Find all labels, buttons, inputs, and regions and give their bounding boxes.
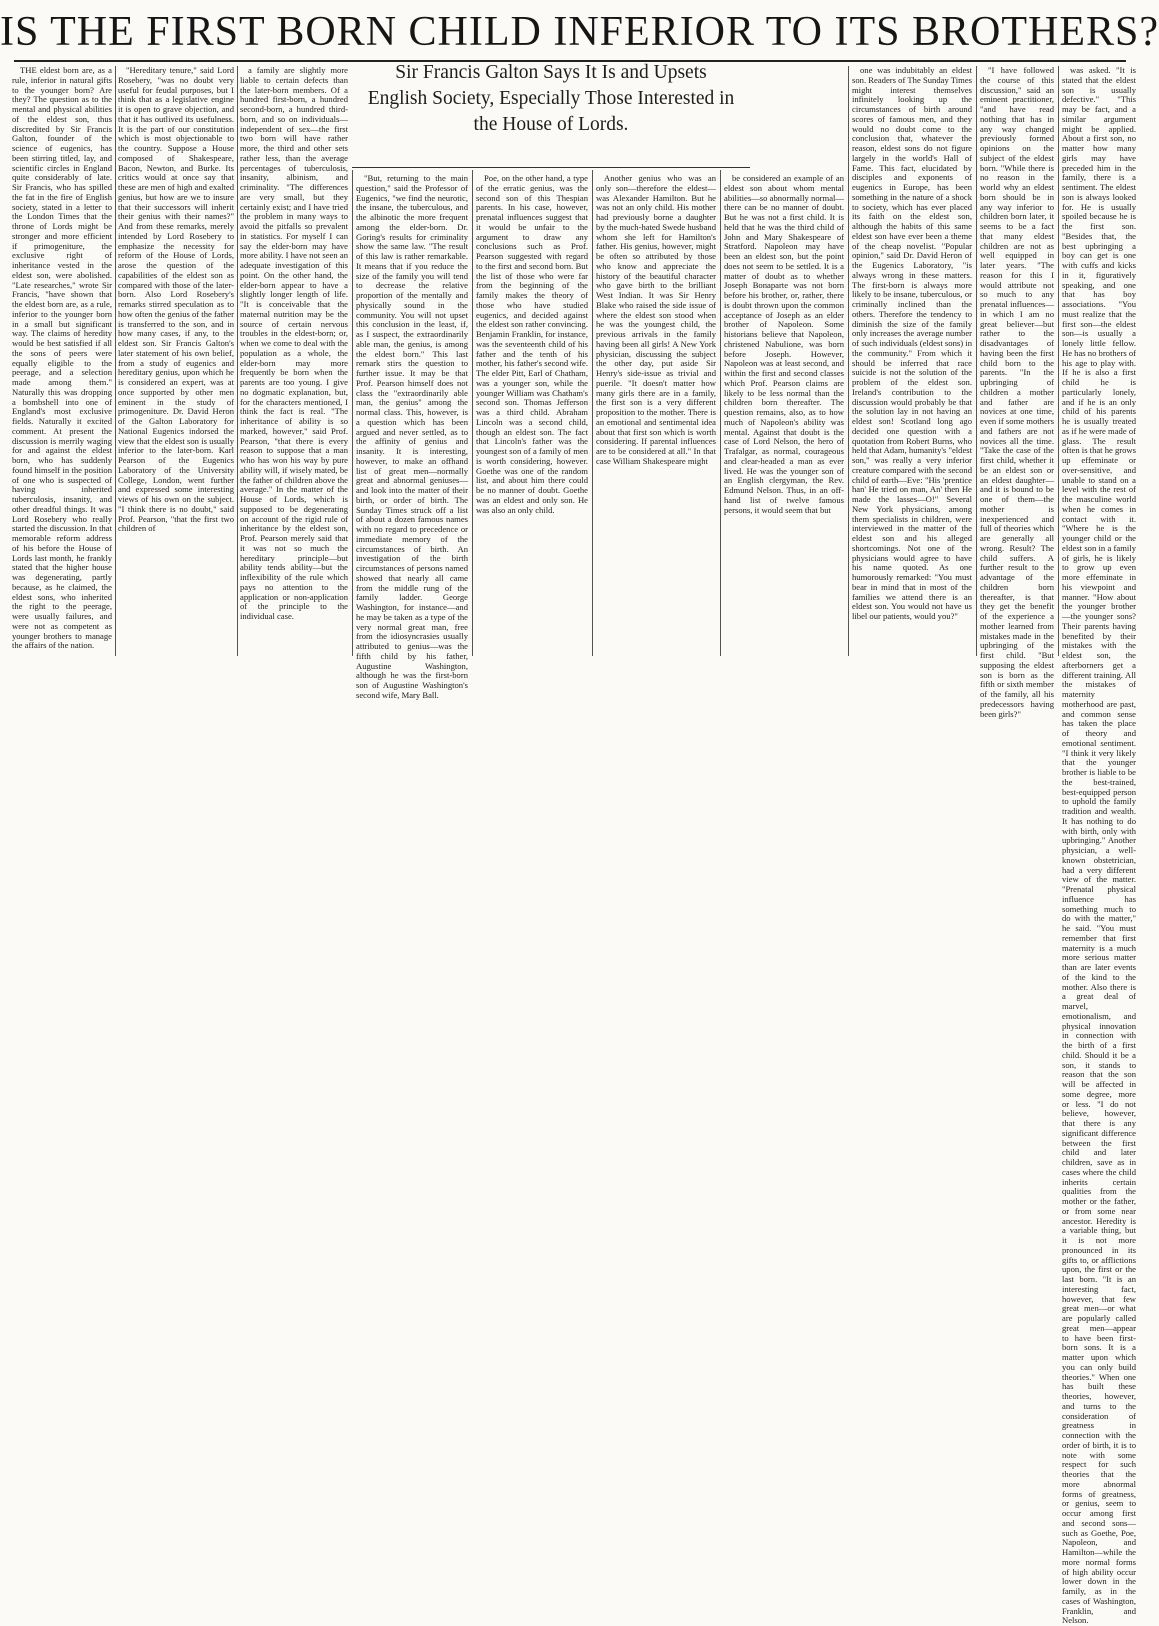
- column-text: a family are slightly more liable to certain defects than the later-born members. Of a hundred first-born, a hundred second-born, a hundred third-born, and so on individuals—independent of sex—the first two born will have rather more, the third and other sets rather less, than the average percentages of tuberculosis, insanity, albinism, and criminality. "The differences are very small, but they certainly exist; and I have tried the problem in many ways to avoid the pitfalls so prevalent in statistics. For myself I can say the elder-born may have more ability. I have not seen an adequate investigation of this point. On the other hand, the elder-born appear to have a slightly longer length of life. "It is conceivable that the maternal nutrition may be the source of certain nervous troubles in the eldest-born; or, when we come to deal with the population as a whole, the elder-born may more frequently be born when the parents are too young. I give no dogmatic explanation, but, for the characters mentioned, I think the fact is real. "The inheritance of ability is so marked, however," said Prof. Pearson, "that there is every reason to suppose that a man who has won his way by pure ability will, if wisely mated, be the father of children above the average." In the matter of the House of Lords, which is supposed to be degenerating on account of the rigid rule of inheritance by the eldest son, Prof. Pearson merely said that it was not so much the hereditary principle—but ability tends ability—but the inflexibility of the rule which pays no attention to the application or non-application of the principle to the individual case.: [240, 65, 348, 621]
- column-text: one was indubitably an eldest son. Readers of The Sunday Times might interest themselves infinitely looking up the circumstances of birth around scores of famous men, and they would no doubt come to the conclusion that, whatever the reason, eldest sons do not figure largely in the world's Hall of Fame. This fact, elucidated by disciples and exponents of eugenics in Europe, has been something in the nature of a shock to society, which has ever placed its faith on the eldest son, although the habits of this same eldest son have ever been a theme of the cheap novelist. "Popular opinion," said Dr. David Heron of the Eugenics Laboratory, "is always wrong in these matters. The first-born is always more likely to be insane, tuberculous, or criminally inclined than the others. Therefore the tendency to diminish the size of the family only increases the average number of such individuals (eldest sons) in the community." From which it should be inferred that race suicide is not the solution of the problem of the eldest son. Ireland's contribution to the discussion would probably be that the solution lay in not having an eldest son! Scotland long ago decided one question with a quotation from Robert Burns, who held that Adam, humanity's "eldest son," was really a very inferior creature compared with the second child of earth—Eve: "His 'prentice han' He tried on man, An' then He made the lasses—O!" Several New York physicians, among them specialists in children, were interviewed in the matter of the eldest son and his alleged shortcomings. Not one of the physicians would agree to have his name quoted. As one humorously remarked: "You must bear in mind that in most of the families we attend there is an eldest son. You would not have us libel our patients, would you?": [852, 65, 972, 621]
- column-divider: [237, 66, 238, 656]
- column-text: "But, returning to the main question," said the Professor of Eugenics, "we find the neurotic, the insane, the tuberculous, and the albinotic the more frequent among the elder-born. Dr. Goring's results for criminality show the same law. "The result of this law is rather remarkable. It means that if you reduce the size of the family you will tend to decrease the relative proportion of the mentally and physically sound in the community. You will not upset this conclusion in the least, if, as I suspect, the extraordinarily able man, the genius, is among the eldest born." This last remark stirs the question to further issue. It may be that Prof. Pearson himself does not class the "extraordinarily able man, the genius" among the normal class. This, however, is a question which has been argued and never settled, as to the affinity of genius and insanity. It is interesting, however, to make an offhand list of great men—normally great and abnormal geniuses—and look into the matter of their birth, or order of birth. The Sunday Times struck off a list of about a dozen famous names with no regard to precedence or immediate memory of the circumstances of birth. An investigation of the birth circumstances of persons named showed that nearly all came from the middle rung of the family ladder. George Washington, for instance—and he may be taken as a type of the very normal great man, free from the idiosyncrasies usually attributed to genius—was the fifth child by his father, Augustine Washington, although he was the first-born son of Augustine Washington's second wife, Mary Ball.: [356, 173, 468, 700]
- article-column-3: [240, 66, 348, 656]
- headline: IS THE FIRST BORN CHILD INFERIOR TO ITS BROTHERS?: [0, 9, 1159, 55]
- column-divider: [592, 170, 593, 656]
- column-divider: [848, 66, 849, 656]
- column-divider: [352, 170, 353, 656]
- article-column-8: [852, 66, 972, 656]
- column-divider: [472, 170, 473, 656]
- article-column-10: [1062, 65, 1136, 1626]
- article-column-5: [476, 174, 588, 656]
- column-text: "I have followed the course of this discussion," said an eminent practitioner, "and have read nothing that has in any way changed previously formed opinions on the subject of the eldest born. "While there is no reason in the world why an eldest born should be in any way inferior to children born later, it seems to be a fact that many eldest children are not as well equipped in later years. "The reason for this I would attribute not so much to any prenatal influences—in which I am no great believer—but rather to the disadvantages of having been the first child born to the parents. "In the upbringing of children a mother and father are novices at one time, even if some mothers and fathers are not novices all the time. "Take the case of the first child, whether it be an eldest son or an eldest daughter—and it is bound to be one of them—the mother is inexperienced and full of theories which are generally all wrong. Result? The child suffers. A further result to the advantage of the children born thereafter, is that they get the benefit of the experience a mother learned from mistakes made in the upbringing of the first child. "But supposing the eldest son is born as the fifth or sixth member of the family, all his predecessors having been girls?": [980, 65, 1054, 719]
- article-column-7: [724, 174, 844, 656]
- article-column-9: [980, 65, 1054, 719]
- article-column-2: [118, 66, 234, 656]
- column-text: Another genius who was an only son—therefore the eldest—was Alexander Hamilton. But he was not an only child. His mother had previously borne a daughter by the much-hated Swede husband whom she left for Hamilton's father. His genius, however, might be often so attributed by those who know and appreciate the history of the beautiful character who gave birth to the brilliant West Indian. It was Sir Henry Blake who raised the side issue of where the eldest son stood when he was the youngest child, the previous arrivals in the family having been all girls! A New York physician, discussing the subject the other day, put aside Sir Henry's side-issue as trivial and puerile. "It doesn't matter how many girls there are in a family, the first son is a very different proposition to the mother. There is an emotional and sentimental idea about that first son which is worth considering. If parental influences are to be considered at all." In that case William Shakespeare might: [596, 173, 716, 466]
- column-text: "Hereditary tenure," said Lord Rosebery, "was no doubt very useful for feudal purposes, but I think that as a legislative engine it is open to grave objection, and that it has outlived its usefulness. It is the part of our constitution which is most objectionable to the country. Suppose a House composed of Shakespeare, Bacon, Newton, and Burke. Its critics would at once say that these are men of high and exalted genius, but how are we to insure that their successors will inherit their genius with their names?" And from these remarks, merely intended by Lord Rosebery to emphasize the necessity for reform of the House of Lords, arose the question of the capabilities of the eldest son as compared with those of the later-born. Also Lord Rosebery's remarks stirred speculation as to how often the genius of the father is transferred to the son, and in how many cases, if any, to the eldest son. Sir Francis Galton's later statement of his own belief, from a study of eugenics and hereditary genius, upon which he is considered an expert, was at once supported by other men eminent in the study of primogeniture. Dr. David Heron of the Galton Laboratory for National Eugenics indorsed the view that the eldest son is usually inferior to the later-born. Karl Pearson of the Eugenics Laboratory of the University College, London, went further and expressed some interesting views of his own on the subject. "I think there is no doubt," said Prof. Pearson, "that the first two children of: [118, 65, 234, 534]
- column-text: Poe, on the other hand, a type of the erratic genius, was the second son of this Thespian parents. In his case, however, prenatal influences suggest that it would be unfair to the argument to draw any conclusions such as Prof. Pearson suggested with regard to the first and second born. But the list of those who were far from the beginning of the family makes the theory of those who have studied eugenics, and decided against the eldest son rather convincing. Benjamin Franklin, for instance, was the seventeenth child of his father and the tenth of his mother, his father's second wife. The elder Pitt, Earl of Chatham, was a younger son, while the younger William was Chatham's second son. Thomas Jefferson was a third child. Abraham Lincoln was a second child, though an eldest son. The fact that Lincoln's father was the youngest son of a family of men is worth considering, however. Goethe was one of the random list, and about him there could be no manner of doubt. Goethe was an eldest and only son. He was also an only child.: [476, 173, 588, 515]
- deck-rule: [352, 167, 750, 168]
- column-divider: [720, 170, 721, 656]
- article-column-4: [356, 173, 468, 700]
- column-divider: [1058, 66, 1059, 656]
- column-text: be considered an example of an eldest son about whom mental abilities—so abnormally normal—there can be no manner of doubt. But he was not a first child. It is held that he was the third child of John and Mary Shakespeare of Stratford. Napoleon may have been an eldest son, but the point does not seem to be settled. It is a matter of doubt as to whether Joseph Bonaparte was not born before his brother, or, rather, there is doubt thrown upon the common acceptance of Joseph as an elder brother of Napoleon. Some historians believe that Napoleon, christened Nabulione, was born before Joseph. However, Napoleon was at least second, and within the first and second classes which Prof. Pearson claims are likely to be less normal than the children born thereafter. The question remains, also, as to how much of Napoleon's ability was mental. Against that doubt is the case of Lord Nelson, the hero of Trafalgar, as normal, courageous and clear-headed a man as ever lived. He was the younger son of an English clergyman, the Rev. Edmund Nelson. Thus, in an off-hand list of twelve famous persons, it would seem that but: [724, 173, 844, 515]
- column-divider: [976, 66, 977, 656]
- column-divider: [115, 66, 116, 656]
- subheadline-deck: Sir Francis Galton Says It Is and Upsets English Society, Especially Those Interested in the House of Lords.: [367, 62, 735, 135]
- article-column-6: [596, 174, 716, 656]
- column-text: THE eldest born are, as a rule, inferior in natural gifts to the younger born? Are they? The question as to the mental and physical abilities of the eldest son, thus discredited by Sir Francis Galton, founder of the science of eugenics, has been stirring titled, lay, and scientific circles in England quite considerably of late. Sir Francis, who has spilled the fat in the fire of English society, stated in a letter to the London Times that the throne of Lords might be stronger and more efficient if primogeniture, the exclusive right of inheritance vested in the eldest son, were abolished. "Late researches," wrote Sir Francis, "have shown that the eldest born are, as a rule, inferior to the younger born in a small but significant way. The claims of heredity would be best satisfied if all the sons of peers were equally eligible to the peerage, and a selection made among them." Naturally this was dropping a bombshell into one of England's most exclusive fields. Naturally it excited comment. At present the discussion is merrily waging for and against the eldest born, who has suddenly found himself in the position of one who is suspected of having inherited tuberculosis, insanity, and other dreadful things. It was Lord Rosebery who really started the discussion. In that memorable reform address of his before the House of Lords last month, he frankly stated that the higher house was degenerating, partly because, as he claimed, the eldest sons, who inherited the right to the peerage, were usually failures, and were not as competent as younger brothers to manage the affairs of the nation.: [12, 65, 113, 651]
- column-text: was asked. "It is stated that the eldest son is usually defective." "This may be fact, and a similar argument might be applied. About a first son, no matter how many girls may have preceded him in the family, there is a sentiment. The eldest son is always looked for. He is usually spoiled because he is the first son. "Besides that, the best upbringing a boy can get is one with cuffs and kicks in it, figuratively speaking, and one that has boy associations. "You must realize that the first son—the eldest son—is usually a lonely little fellow. He has no brothers of his age to play with. If he is also a first child he is particularly lonely, and if he is an only child of his parents he is usually treated as if he were made of glass. The result often is that he grows up effeminate or over-sensitive, and unable to stand on a level with the rest of the masculine world when he comes in contact with it. "Where he is the younger child or the eldest son in a family of girls, he is likely to grow up even more effeminate in his viewpoint and manner. "How about the younger brother—the younger sons? Their parents having benefited by their mistakes with the eldest son, the afterborners get a different training. All the mistakes of maternity motherhood are past, and common sense has taken the place of theory and emotional sentiment. "I think it very likely that the younger brother is liable to be the best-trained, best-equipped person to uphold the family tradition and wealth. It has nothing to do with birth, only with upbringing." Another physician, a well-known obstetrician, had a very different view of the matter. "Prenatal physical influence has something much to do with the matter," he said. "You must remember that first maternity is a much more serious matter than are later events of the kind to the mother. Also there is a great deal of marvel, emotionalism, and physical innovation in connection with the birth of a first child. Should it be a son, it stands to reason that the son will be affected in some degree, more or less. "I do not believe, however, that there is any significant difference between the first child and later children, save as in cases where the child inherits certain qualities from the mother or the father, or from some near ancestor. Heredity is a variable thing, but it is not more pronounced in its gifts to, or afflictions upon, the first or the last born. "It is an interesting fact, however, that few great men—or what are popularly called great men—appear to have been first-born sons. It is a matter upon which you can only build theories." When one has built these theories, however, and turns to the consideration of greatness in connection with the order of birth, it is to note with some respect for such theories that the more abnormal forms of greatness, or genius, seem to occur among first and second sons—such as Goethe, Poe, Napoleon, and Hamilton—while the more normal forms of high ability occur lower down in the family, as in the cases of Washington, Franklin, and Nelson.: [1062, 65, 1136, 1626]
- article-column-1: [12, 66, 112, 656]
